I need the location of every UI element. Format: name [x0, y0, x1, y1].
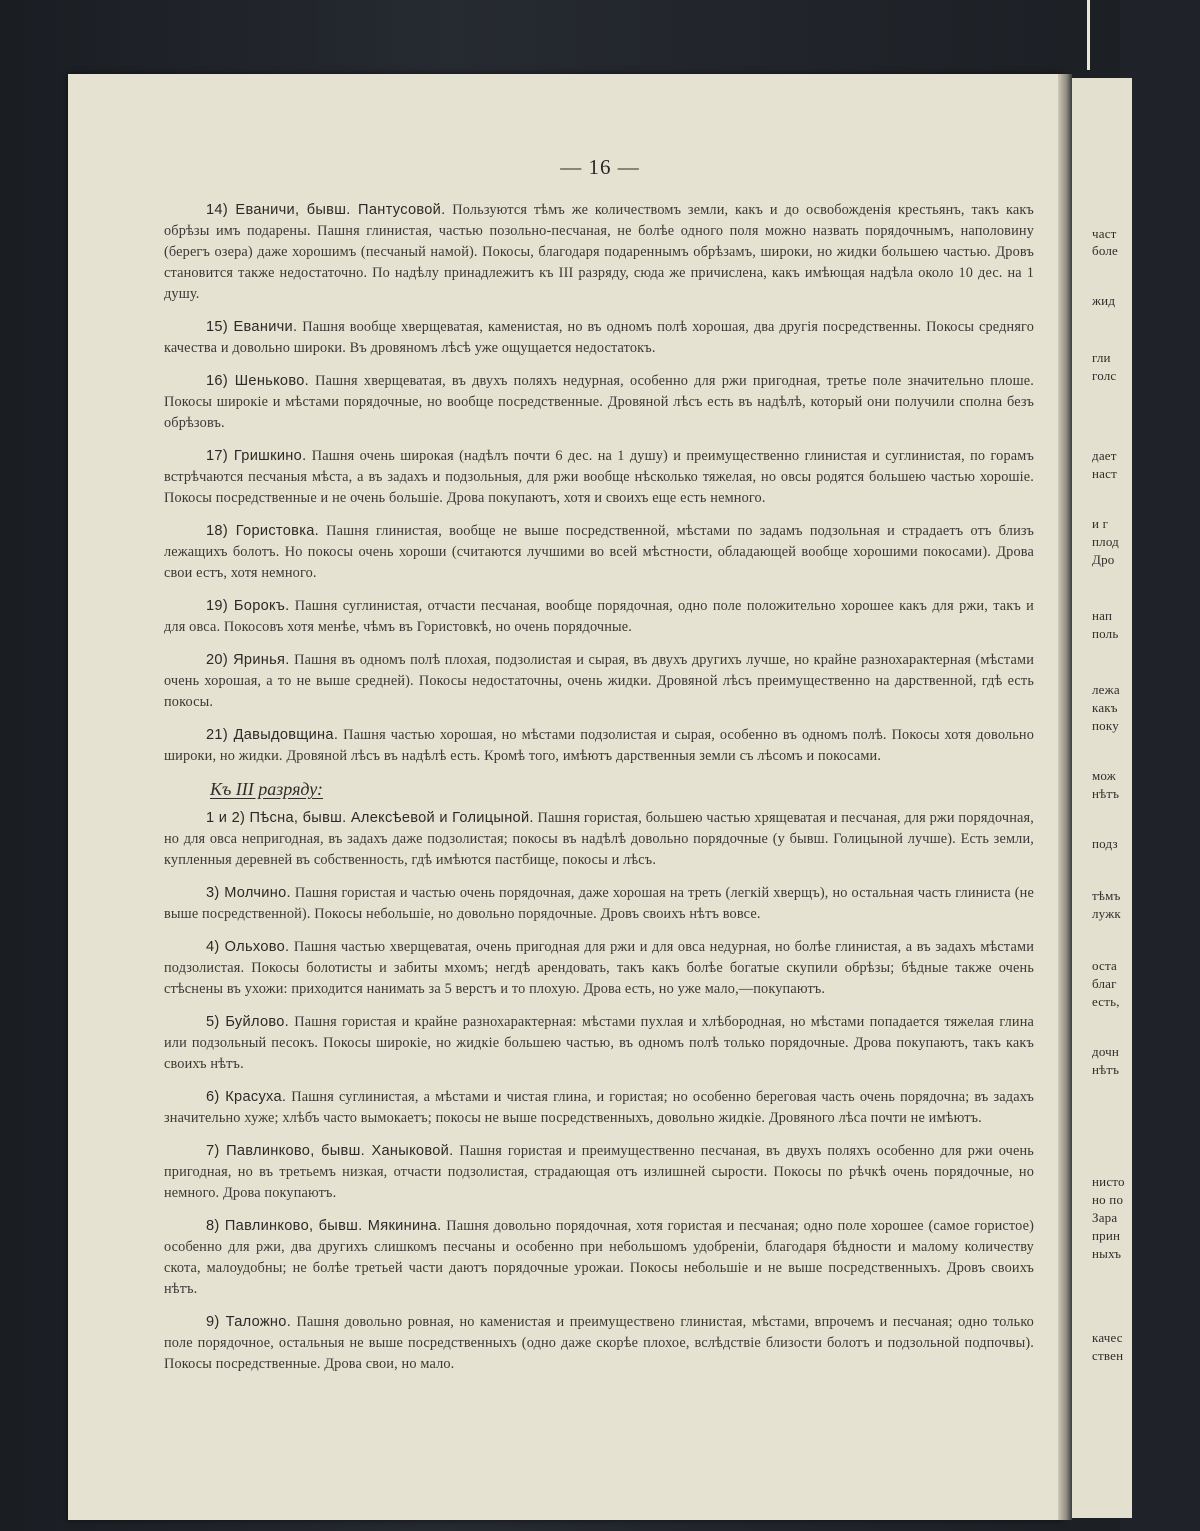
village-description: Пашня глинистая, вообще не выше посредственной, мѣстами по задамъ подзольная и страдаетъ отъ близъ лежащихъ болотъ. Но покосы очень хороши (считаются лучшими во всей мѣстности, обладающей вообще хорошими покосами). Дрова свои естъ, хотя немного. — [164, 523, 1034, 581]
village-description: Пашня довольно порядочная, хотя гористая и песчаная; одно поле хорошее (самое гористое) особенно для ржи, два другихъ слишкомъ песчаны и особенно при небольшомъ удобреніи, благодаря бѣдности и малому количеству скота, малоудобны; не болѣе третьей части даютъ порядочные урожаи. Покосы небольшіе и не выше посредственныхъ. Дровъ своихъ нѣтъ. — [164, 1218, 1035, 1297]
village-entry — [164, 1216, 1034, 1300]
adjacent-page-word: поль — [1092, 626, 1119, 641]
adjacent-page-word: дочн — [1092, 1044, 1120, 1059]
village-entry — [164, 371, 1034, 434]
adjacent-page-word: нѣтъ — [1092, 786, 1120, 801]
village-entry — [164, 937, 1034, 1000]
adjacent-page-word: тѣмъ — [1092, 888, 1121, 903]
adjacent-page-word: благ — [1092, 976, 1117, 991]
village-description: Пашня очень широкая (надѣлъ почти 6 дес. на 1 душу) и преимущественно глинистая и суглинистая, по горамъ встрѣчаются песчаныя мѣста, а въ задахъ и подзольныя, для ржи вообще нѣсколько тяжелая, но овсы родятся большею частью хорошіе. Покосы посредственные и не очень большіе. Дрова покупаютъ, хотя и своихъ еще есть немного. — [164, 448, 1034, 506]
adjacent-page-word: гли — [1092, 350, 1111, 365]
page-number: — 16 — — [560, 155, 640, 179]
village-name: 21) Давыдовщина. — [206, 727, 339, 743]
village-description: Пашня гористая и преимущественно песчаная, въ двухъ поляхъ особенно для ржи очень пригодная, но въ третьемъ низкая, отчасти подзолистая, страдающая отъ излишней сырости. Покосы по рѣчкѣ очень порядочные, но немного. Дрова покупаютъ. — [164, 1143, 1034, 1201]
village-name: 7) Павлинково, бывш. Ханыковой. — [206, 1143, 454, 1159]
adjacent-page-word: голс — [1092, 368, 1117, 383]
adjacent-page-word: качес — [1092, 1330, 1123, 1345]
adjacent-page-word: и г — [1092, 516, 1109, 531]
page-content — [164, 200, 1034, 1387]
adjacent-page-word: какъ — [1092, 700, 1118, 715]
adjacent-page-word: плод — [1092, 534, 1119, 549]
adjacent-page-word: нап — [1092, 608, 1113, 623]
adjacent-page-word: Дро — [1092, 552, 1115, 567]
adjacent-page-word: есть, — [1092, 994, 1120, 1009]
adjacent-page-word: лежа — [1092, 682, 1120, 697]
adjacent-page-word: наст — [1092, 466, 1117, 481]
village-name: 5) Буйлово. — [206, 1014, 290, 1030]
village-name: 15) Еваничи. — [206, 319, 298, 335]
village-name: 16) Шеньково. — [206, 373, 310, 389]
village-description: Пашня частью хорошая, но мѣстами подзолистая и сырая, особенно въ одномъ полѣ. Покосы хотя довольно широки, но жидки. Дровяной лѣсъ въ надѣлѣ есть. Кромѣ того, имѣютъ дарственныя земли съ лѣсомъ и покосами. — [164, 727, 1034, 764]
village-description: Пашня вообще хверщеватая, каменистая, но въ одномъ полѣ хорошая, два другія посредственны. Покосы средняго качества и довольно широки. Въ дровяномъ лѣсѣ уже ощущается недостатокъ. — [164, 319, 1035, 356]
village-name: 8) Павлинково, бывш. Мякинина. — [206, 1218, 442, 1234]
village-description: Пользуются тѣмъ же количествомъ земли, какъ и до освобожденія крестьянъ, такъ какъ обрѣзы имъ подарены. Пашня глинистая, частью позольно-песчаная, не болѣе одного поля можно назвать порядочнымъ, наполовину (берегъ озера) даже хорошимъ (песчаный намой). Покосы, благодаря подареннымъ обрѣзамъ, широки, но жидки большею частью. Дровъ становится также недостаточно. По надѣлу принадлежитъ къ III разряду, сюда же причислена, какъ имѣющая надѣла около 10 дес. на 1 душу. — [164, 202, 1034, 302]
adjacent-page-word: нѣтъ — [1092, 1062, 1120, 1077]
village-entry — [164, 1312, 1034, 1375]
adjacent-page-word: част — [1092, 226, 1117, 241]
village-description: Пашня довольно ровная, но каменистая и преимуществено глинистая, мѣстами, впрочемъ и песчаная; одно только поле порядочное, остальныя не выше посредственныхъ (одно даже скорѣе плохое, вслѣдствіе близости болотъ и подзольной подпочвы). Покосы посредственные. Дрова свои, но мало. — [164, 1314, 1034, 1372]
village-description: Пашня гористая, большею частью хрящеватая и песчаная, для ржи порядочная, но для овса непригодная, въ задахъ даже подзолистая; покосы въ надѣлѣ довольно порядочные (у бывш. Голицыной лучше). Есть земли, купленныя деревней въ собственность, гдѣ имѣются пастбище, покосы и лѣсъ. — [164, 810, 1034, 868]
village-name: 19) Борокъ. — [206, 598, 290, 614]
village-name: 3) Молчино. — [206, 885, 291, 901]
adjacent-page-word: подз — [1092, 836, 1118, 851]
village-description: Пашня суглинистая, отчасти песчаная, вообще порядочная, одно поле положительно хорошее какъ для ржи, такъ и для овса. Покосовъ хотя менѣе, чѣмъ въ Гористовкѣ, но очень порядочные. — [164, 598, 1034, 635]
village-entry — [164, 446, 1034, 509]
village-entry — [164, 808, 1034, 871]
village-entry — [164, 1012, 1034, 1075]
village-description: Пашня суглинистая, а мѣстами и чистая глина, и гористая; но особенно береговая часть очень порядочна; въ задахъ значительно хуже; хлѣбъ часто вымокаетъ; покосы не выше посредственныхъ, довольно жидкіе. Дровяного лѣса почти не имѣютъ. — [164, 1089, 1034, 1126]
adjacent-page-edge — [1072, 78, 1132, 1518]
village-description: Пашня въ одномъ полѣ плохая, подзолистая и сырая, въ двухъ другихъ лучше, но крайне разнохарактерная (мѣстами очень хорошая, а то не выше средней). Покосы недостаточны, очень жидки. Дровяной лѣсъ преимущественно на дарственной, гдѣ есть покосы. — [164, 652, 1034, 710]
adjacent-page-word: но по — [1092, 1192, 1124, 1207]
adjacent-page-word: мож — [1092, 768, 1116, 783]
adjacent-page-word: прин — [1092, 1228, 1121, 1243]
village-entry — [164, 650, 1034, 713]
village-description: Пашня частью хверщеватая, очень пригодная для ржи и для овса недурная, но болѣе глинистая, а въ задахъ мѣстами подзолистая. Покосы болотисты и забиты мхомъ; негдѣ арендовать, такъ какъ болѣе богатые скупили обрѣзы; бѣдные также очень стѣснены въ ухожи: приходится нанимать за 5 верстъ и то плохую. Дрова есть, но уже мало,—покупаютъ. — [164, 939, 1034, 997]
village-entry — [164, 200, 1034, 305]
village-entry — [164, 725, 1034, 767]
adjacent-page-word: боле — [1092, 243, 1119, 258]
village-name: 17) Гришкино. — [206, 448, 307, 464]
village-entry — [164, 1141, 1034, 1204]
village-description: Пашня гористая и частью очень порядочная, даже хорошая на треть (легкій хверщъ), но остальная часть глиниста (не выше посредственной). Покосы небольшіе, но довольно порядочные. Дровъ своихъ нѣтъ вовсе. — [164, 885, 1034, 922]
village-description: Пашня хверщеватая, въ двухъ поляхъ недурная, особенно для ржи пригодная, третье поле значительно плоше. Покосы широкіе и мѣстами порядочные, но вообще посредственные. Дровяной лѣсъ есть въ надѣлѣ, который они получили сполна безъ обрѣзовъ. — [164, 373, 1034, 431]
village-entry — [164, 317, 1034, 359]
village-name: 4) Ольхово. — [206, 939, 290, 955]
adjacent-page-word: жид — [1092, 293, 1116, 308]
village-entry — [164, 1087, 1034, 1129]
page-gutter — [1058, 74, 1072, 1520]
village-description: Пашня гористая и крайне разнохарактерная: мѣстами пухлая и хлѣбородная, но мѣстами попадается тяжелая глина или подзольный песокъ. Покосы широкіе, но жидкіе большею частью, въ одномъ полѣ только порядочные. Дрова покупаютъ, такъ какъ своихъ нѣтъ. — [164, 1014, 1034, 1072]
village-name: 20) Яринья. — [206, 652, 290, 668]
adjacent-page-word: поку — [1092, 718, 1119, 733]
village-entry — [164, 883, 1034, 925]
village-entry — [164, 521, 1034, 584]
village-name: 9) Таложно. — [206, 1314, 292, 1330]
village-name: 6) Красуха. — [206, 1089, 287, 1105]
village-name: 1 и 2) Пѣсна, бывш. Алексѣевой и Голицыной. — [206, 810, 534, 826]
village-name: 18) Гористовка. — [206, 523, 319, 539]
adjacent-page-word: лужк — [1092, 906, 1121, 921]
adjacent-page-word: ныхъ — [1092, 1246, 1122, 1261]
adjacent-page-word: нисто — [1092, 1174, 1125, 1189]
adjacent-page-word: Зара — [1092, 1210, 1118, 1225]
village-name: 14) Еваничи, бывш. Пантусовой. — [206, 202, 446, 218]
village-entry — [164, 596, 1034, 638]
section-heading: Къ III разряду: — [210, 779, 324, 799]
adjacent-page-word: ствен — [1092, 1348, 1124, 1363]
fold-line — [1087, 0, 1090, 70]
adjacent-page-word: оста — [1092, 958, 1118, 973]
adjacent-page-word: дает — [1092, 448, 1117, 463]
